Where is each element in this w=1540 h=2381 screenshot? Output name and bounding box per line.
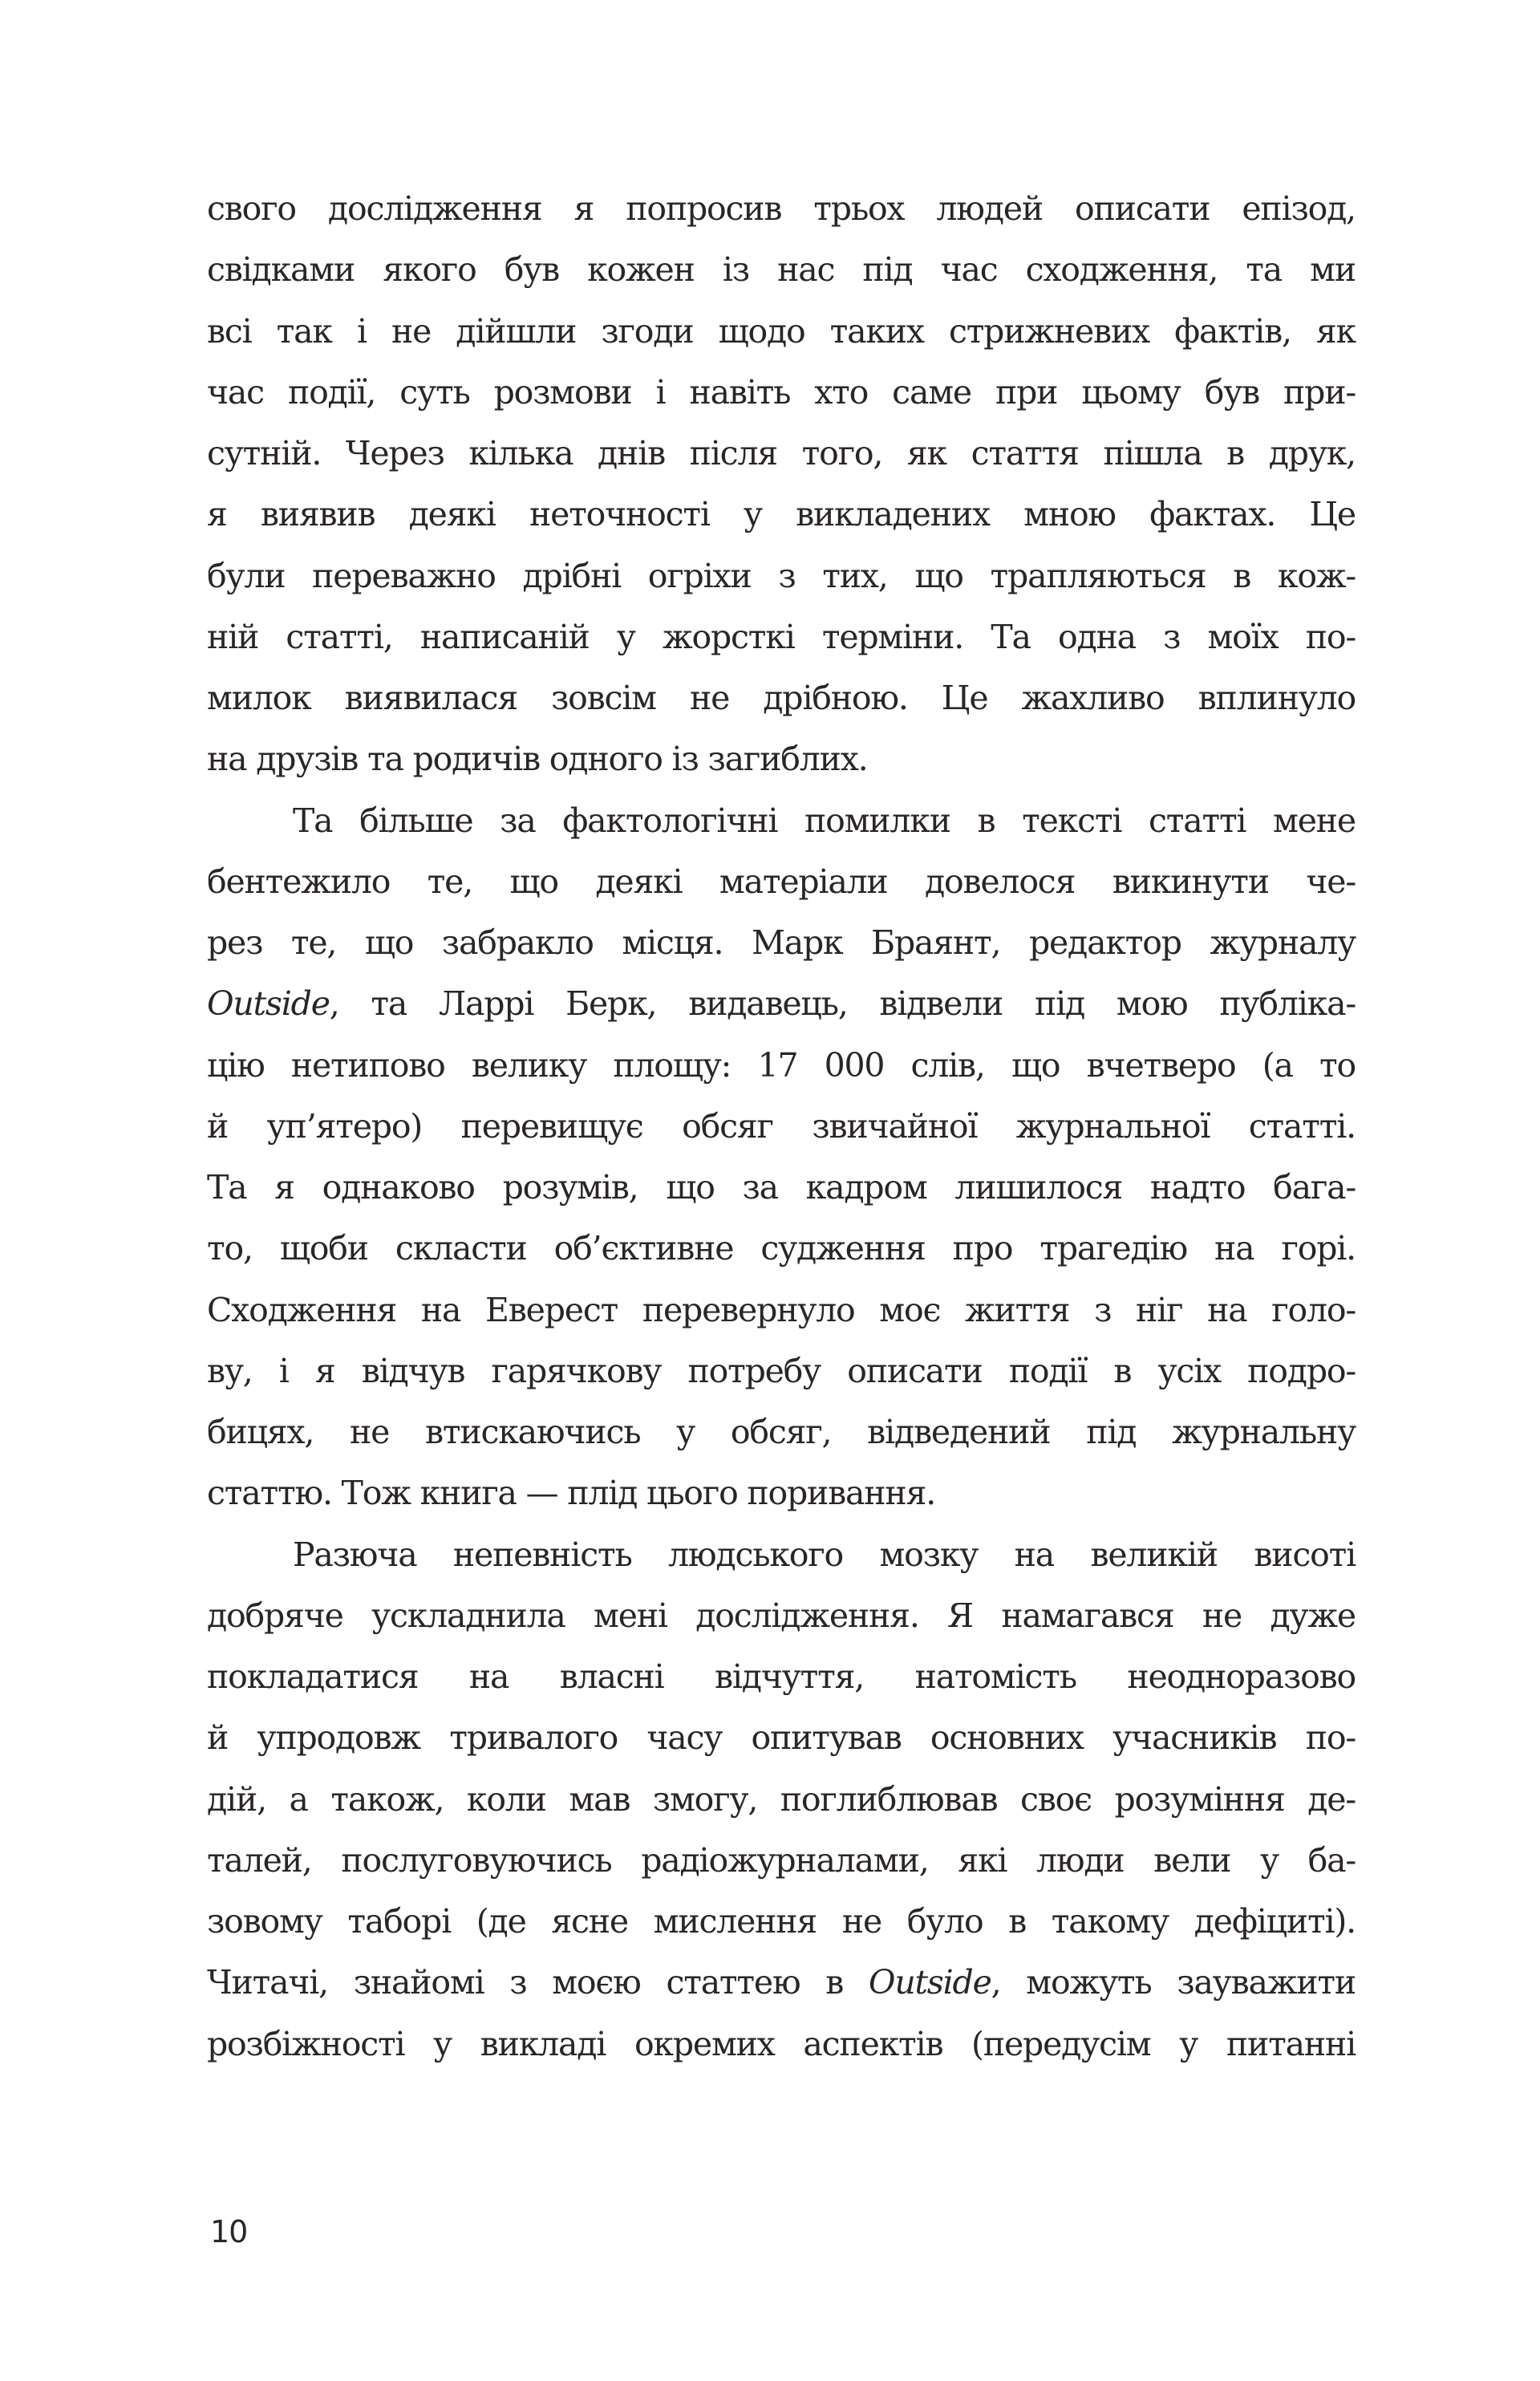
text-fragment: , та Ларрі Берк, видавець, відвели під мою публіка- bbox=[329, 984, 1356, 1024]
text-line: свого дослідження я попросив трьох людей описати епізод, bbox=[207, 189, 1356, 228]
text-line: на друзів та родичів одного із загиблих. bbox=[207, 740, 868, 779]
text-line: добряче ускладнила мені дослідження. Я намагався не дуже bbox=[207, 1596, 1356, 1635]
body-text bbox=[207, 178, 1356, 2075]
text-line: всі так і не дійшли згоди щодо таких стрижневих фактів, як bbox=[207, 311, 1356, 351]
text-line: Та більше за фактологічні помилки в тексті статті мене bbox=[293, 801, 1356, 840]
text-line: й уп’ятеро) перевищує обсяг звичайної журнальної статті. bbox=[207, 1106, 1356, 1146]
text-line: я виявив деякі неточності у викладених мною фактах. Це bbox=[207, 495, 1356, 534]
text-line: бицях, не втискаючись у обсяг, відведений під журнальну bbox=[207, 1413, 1356, 1451]
text-line: свідками якого був кожен із нас під час сходження, та ми bbox=[207, 250, 1356, 290]
text-fragment: Читачі, знайомі з моєю статтею в bbox=[207, 1963, 869, 2002]
italic-title: Outside bbox=[207, 984, 330, 1024]
text-line: дій, а також, коли мав змогу, поглиблював своє розуміння де- bbox=[207, 1779, 1356, 1819]
text-line: зовому таборі (де ясне мислення не було в такому дефіциті). bbox=[207, 1902, 1356, 1941]
text-line: Разюча непевність людського мозку на великій висоті bbox=[293, 1535, 1356, 1574]
text-line: бентежило те, що деякі матеріали довелося викинути че- bbox=[207, 862, 1356, 901]
paragraph-1 bbox=[207, 178, 1356, 790]
text-line: були переважно дрібні огріхи з тих, що трапляються в кож- bbox=[207, 556, 1356, 595]
text-line: то, щоби скласти об’єктивне судження про трагедію на горі. bbox=[207, 1229, 1356, 1268]
text-line: статтю. Тож книга — плід цього поривання. bbox=[207, 1474, 936, 1513]
page-number: 10 bbox=[210, 2214, 248, 2249]
text-line bbox=[207, 1952, 1356, 2013]
text-line: покладатися на власні відчуття, натомість неодноразово bbox=[207, 1657, 1356, 1696]
paragraph-3 bbox=[207, 1524, 1356, 2075]
text-line: цію нетипово велику площу: 17 000 слів, що вчетверо (а то bbox=[207, 1045, 1356, 1085]
text-line: час події, суть розмови і навіть хто саме при цьому був при- bbox=[207, 372, 1356, 412]
text-line: ній статті, написаній у жорсткі терміни. Та одна з моїх по- bbox=[207, 617, 1356, 656]
text-line: Та я однаково розумів, що за кадром лишилося надто бага- bbox=[207, 1168, 1356, 1207]
italic-title: Outside bbox=[868, 1963, 991, 2002]
text-line: сутній. Через кілька днів після того, як стаття пішла в друк, bbox=[207, 434, 1356, 473]
text-line: й упродовж тривалого часу опитував основних учасників по- bbox=[207, 1718, 1356, 1758]
text-line: розбіжності у викладі окремих аспектів (передусім у питанні bbox=[207, 2024, 1356, 2063]
text-fragment: , можуть зауважити bbox=[991, 1963, 1356, 2002]
text-line bbox=[207, 973, 1356, 1034]
text-line: рез те, що забракло місця. Марк Браянт, редактор журналу bbox=[207, 923, 1356, 962]
text-line: Сходження на Еверест перевернуло моє життя з ніг на голо- bbox=[207, 1290, 1356, 1329]
text-line: милок виявилася зовсім не дрібною. Це жахливо вплинуло bbox=[207, 679, 1356, 717]
text-line: ву, і я відчув гарячкову потребу описати події в усіх подро- bbox=[207, 1351, 1356, 1390]
text-line: талей, послуговуючись радіожурналами, які люди вели у ба- bbox=[207, 1840, 1356, 1880]
paragraph-2 bbox=[207, 790, 1356, 1524]
